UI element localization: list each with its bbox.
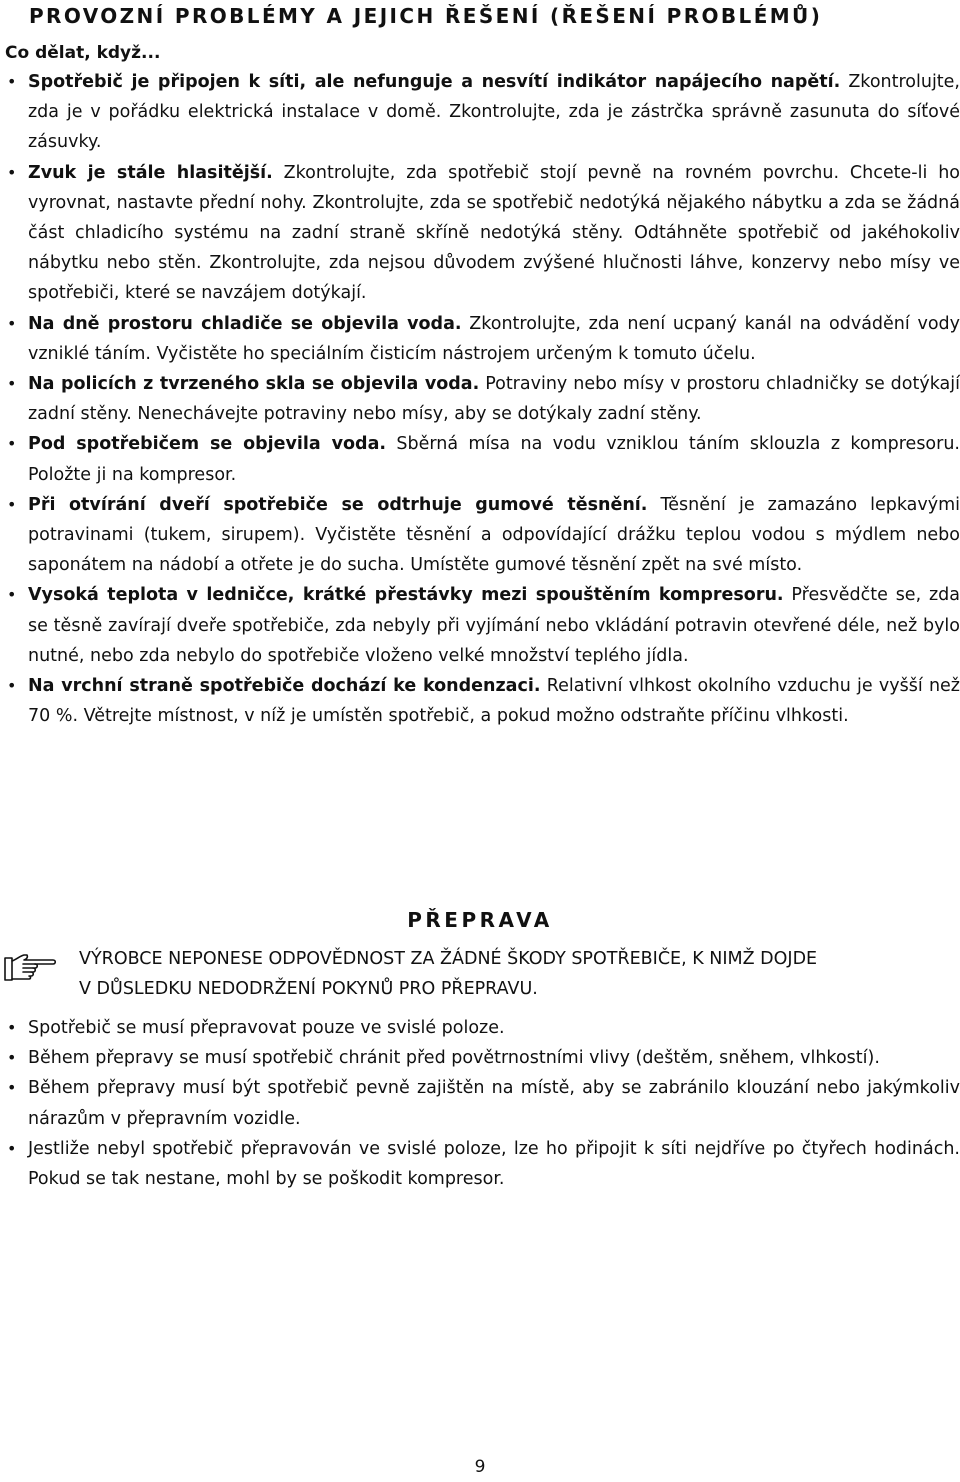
bullet-icon: • [7, 676, 17, 696]
problem-text: Zkontrolujte, zda spotřebič stojí pevně na rovném povrchu. Chcete-li ho vyrovnat, nastavte přední nohy. Zkontrolujte, zda se spotřebič nedotýká nějakého nábytku a zda se žádná část chladicího systému na zadní straně skříně nedotýká stěny. Odtáhněte spotřebič od jakéhokoliv nábytku nebo stěn. Zkontrolujte, zda nejsou důvodem zvýšené hlučnosti láhve, konzervy nebo mísy ve spotřebiči, které se navzájem dotýkají. [28, 162, 960, 304]
problem-heading: Pod spotřebičem se objevila voda. [28, 434, 387, 455]
list-item [7, 158, 960, 309]
transport-text: Spotřebič se musí přepravovat pouze ve svislé poloze. [28, 1018, 505, 1038]
problem-heading: Vysoká teplota v ledničce, krátké přestávky mezi spouštěním kompresoru. [28, 585, 784, 606]
bullet-icon: • [7, 494, 17, 514]
bullet-icon: • [7, 1048, 17, 1068]
bullet-icon: • [7, 374, 17, 394]
problem-heading: Na policích z tvrzeného skla se objevila voda. [28, 374, 480, 395]
list-item [7, 309, 960, 369]
transport-text: Během přepravy se musí spotřebič chránit před povětrnostními vlivy (deštěm, sněhem, vlhkostí). [28, 1048, 880, 1069]
problem-heading: Na dně prostoru chladiče se objevila voda. [28, 313, 462, 334]
list-item [7, 580, 960, 671]
bullet-icon: • [7, 72, 17, 91]
problem-text: Sběrná mísa na vodu vzniklou táním sklouzla z kompresoru. Položte ji na kompresor. [28, 434, 960, 485]
bullet-icon: • [7, 1018, 17, 1037]
bullet-icon: • [7, 1078, 17, 1098]
transport-warning [79, 944, 939, 1004]
list-item [7, 429, 960, 489]
problem-text: Zkontrolujte, zda není ucpaný kanál na odvádění vody vzniklé táním. Vyčistěte ho speciálním čisticím nástrojem určeným k tomuto účelu. [28, 313, 960, 364]
problem-text: Přesvědčte se, zda se těsně zavírají dveře spotřebiče, zda nebyly při vyjímání nebo vkládání potravin otevřené déle, než bylo nutné, nebo zda nebylo do spotřebiče vloženo velké množství teplého jídla. [28, 585, 960, 666]
problem-text: Těsnění je zamazáno lepkavými potravinami (tukem, sirupem). Vyčistěte těsnění a odpovídající drážku teplou vodou s mýdlem nebo saponátem na nádobí a otřete je do sucha. Umístěte gumové těsnění zpět na své místo. [28, 494, 960, 576]
bullet-icon: • [7, 313, 17, 333]
transport-text: Během přepravy musí být spotřebič pevně zajištěn na místě, aby se zabránilo klouzání nebo jakýmkoliv nárazům v přepravním vozidle. [28, 1078, 960, 1129]
problem-text: Zkontrolujte, zda je v pořádku elektrická instalace v domě. Zkontrolujte, zda je zástrčka správně zasunuta do síťové zásuvky. [28, 72, 960, 153]
page-title: PROVOZNÍ PROBLÉMY A JEJICH ŘEŠENÍ (ŘEŠENÍ PROBLÉMŮ) [29, 4, 823, 28]
bullet-icon: • [7, 1138, 17, 1158]
problem-heading: Při otvírání dveří spotřebiče se odtrhuje gumové těsnění. [28, 494, 648, 515]
pointing-hand-icon [3, 950, 57, 986]
bullet-icon: • [7, 162, 17, 182]
warning-line: V DŮSLEDKU NEDODRŽENÍ POKYNŮ PRO PŘEPRAVU. [79, 979, 538, 999]
problem-heading: Zvuk je stále hlasitější. [28, 162, 273, 183]
problem-heading: Na vrchní straně spotřebiče dochází ke kondenzaci. [28, 676, 541, 697]
section-title: PŘEPRAVA [407, 908, 553, 932]
bullet-icon: • [7, 585, 17, 605]
list-item [7, 1134, 960, 1194]
list-item [7, 67, 960, 158]
page-number: 9 [474, 1457, 486, 1477]
list-item [7, 490, 960, 581]
problem-heading: Spotřebič je připojen k síti, ale nefunguje a nesvítí indikátor napájecího napětí. [28, 72, 841, 92]
problem-text: Potraviny nebo mísy v prostoru chladničky se dotýkají zadní stěny. Nenechávejte potraviny nebo mísy, aby se dotýkaly zadní stěny. [28, 374, 960, 425]
transport-text: Jestliže nebyl spotřebič přepravován ve svislé poloze, lze ho připojit k síti nejdříve po čtyřech hodinách. Pokud se tak nestane, mohl by se poškodit kompresor. [28, 1138, 960, 1190]
list-item [7, 1073, 960, 1133]
warning-line: VÝROBCE NEPONESE ODPOVĚDNOST ZA ŽÁDNÉ ŠKODY SPOTŘEBIČE, K NIMŽ DOJDE [79, 949, 818, 969]
list-item [7, 671, 960, 731]
problem-list [7, 67, 960, 731]
list-item [7, 369, 960, 429]
transport-list [7, 1013, 960, 1194]
bullet-icon: • [7, 434, 17, 454]
list-item [7, 1013, 960, 1043]
problem-text: Relativní vlhkost okolního vzduchu je vyšší než 70 %. Větrejte místnost, v níž je umístěn spotřebič, a pokud možno odstraňte příčinu vlhkosti. [28, 676, 960, 727]
subtitle: Co dělat, když... [5, 43, 161, 63]
list-item [7, 1043, 960, 1073]
